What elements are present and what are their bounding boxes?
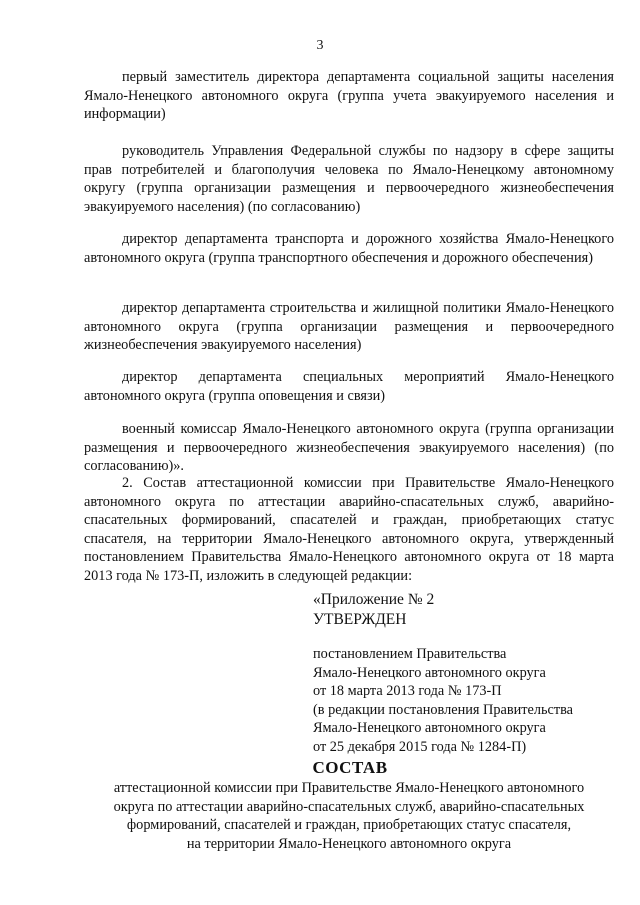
subtitle-line: формирований, спасателей и граждан, приобретающих статус спасателя,	[126, 817, 572, 833]
document-subtitle	[84, 779, 614, 853]
annex-approved: УТВЕРЖДЕН	[313, 611, 407, 628]
annex-line: Ямало-Ненецкого автономного округа	[313, 664, 546, 681]
paragraph-social-protection: первый заместитель директора департамента социальной защиты населения Ямало-Ненецкого автономного округа (группа учета эвакуируемого населения и информации)	[84, 69, 614, 122]
annex-line: постановлением Правительства	[313, 646, 507, 662]
document-title: СОСТАВ	[312, 758, 388, 777]
annex-number: «Приложение № 2	[313, 591, 435, 608]
paragraph-item-2: 2. Состав аттестационной комиссии при Правительстве Ямало-Ненецкого автономного округа по аттестации аварийно-спасательных служб, аварийно-спасательных формирований, спасателей и граждан, приобретающих статус спасателя, на территории Ямало-Ненецкого автономного округа, утвержденный постановлением Правительства Ямало-Ненецкого автономного округа от 18 марта 2013 года № 173-П, изложить в следующей редакции:	[84, 475, 614, 584]
paragraph-construction: директор департамента строительства и жилищной политики Ямало-Ненецкого автономного округа (группа организации размещения и первоочередного жизнеобеспечения эвакуируемого населения)	[84, 300, 614, 353]
annex-line: (в редакции постановления Правительства	[313, 701, 574, 718]
subtitle-line: на территории Ямало-Ненецкого автономного округа	[186, 835, 512, 852]
paragraph-military-commissar: военный комиссар Ямало-Ненецкого автономного округа (группа организации размещения и первоочередного жизнеобеспечения эвакуируемого населения) (по согласованию)».	[84, 421, 614, 474]
annex-line: от 25 декабря 2015 года № 1284-П)	[313, 738, 527, 755]
paragraph-consumer-rights: руководитель Управления Федеральной службы по надзору в сфере защиты прав потребителей и благополучия человека по Ямало-Ненецкому автономному округу (группа организации размещения и первоочередного жизнеобеспечения эвакуируемого населения) (по согласованию)	[84, 143, 614, 215]
annex-header	[313, 590, 613, 756]
annex-line: от 18 марта 2013 года № 173-П	[313, 683, 502, 699]
annex-line: Ямало-Ненецкого автономного округа	[313, 720, 546, 736]
paragraph-special-events: директор департамента специальных мероприятий Ямало-Ненецкого автономного округа (группа оповещения и связи)	[84, 369, 614, 404]
page-number: 3	[316, 38, 324, 53]
subtitle-line: аттестационной комиссии при Правительстве Ямало-Ненецкого автономного	[113, 780, 585, 796]
subtitle-line: округа по аттестации аварийно-спасательных служб, аварийно-спасательных	[113, 798, 585, 815]
paragraph-transport: директор департамента транспорта и дорожного хозяйства Ямало-Ненецкого автономного округа (группа транспортного обеспечения и дорожного обеспечения)	[84, 231, 614, 266]
